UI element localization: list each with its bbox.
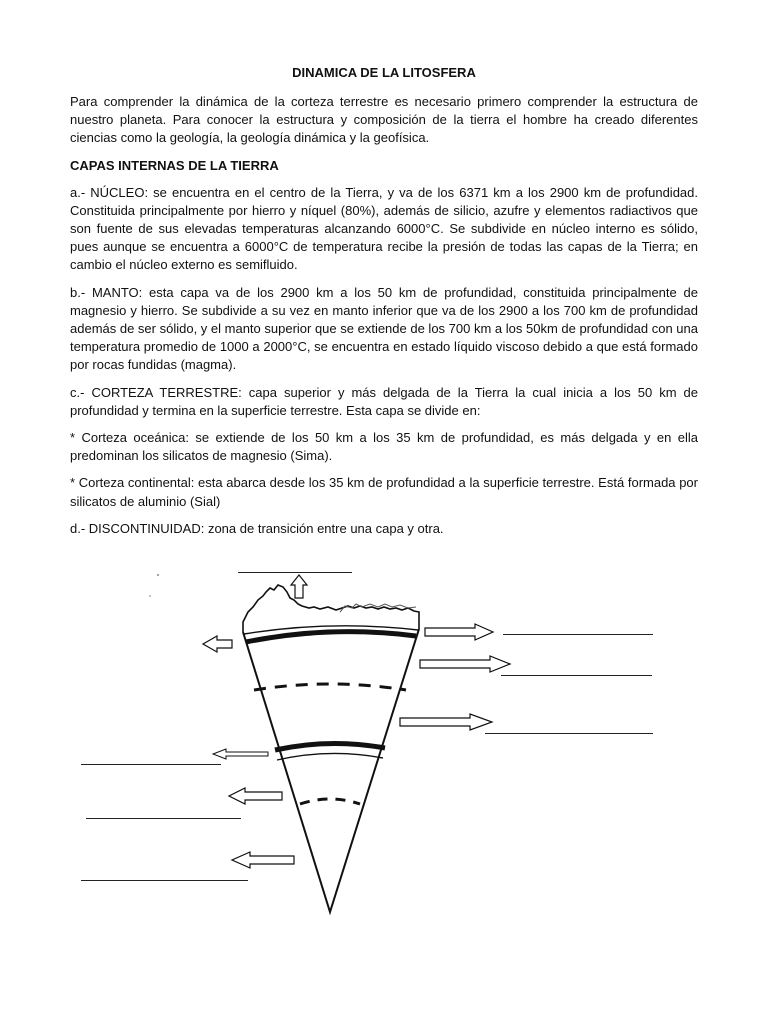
arrow-left-icon xyxy=(213,749,268,759)
document-page xyxy=(70,64,698,547)
moho-discontinuity xyxy=(246,632,416,642)
gutenberg-discontinuity xyxy=(275,743,385,750)
corteza-paragraph: c.- CORTEZA TERRESTRE: capa superior y más delgada de la Tierra la cual inicia a los 50 km de profundidad y termina en la superficie terrestre. Esta capa se divide en: xyxy=(70,384,698,418)
manto-paragraph: b.- MANTO: esta capa va de los 2900 km a los 50 km de profundidad, constituida principalmente de magnesio y hierro. Se subdivide a su vez en manto inferior que va de los 2900 a los 700 km de profundidad además de ser sólido, y el manto superior que se extiende de los 700 km a los 50km de profundidad con una temperatura promedio de 1000 a 2000°C, se encuentra en estado líquido viscoso debido a que está formado por rocas fundidas (magma). xyxy=(70,284,698,373)
answer-line-right-2[interactable] xyxy=(501,675,652,676)
answer-line-left-1[interactable] xyxy=(81,764,221,765)
document-title: DINAMICA DE LA LITOSFERA xyxy=(292,65,476,80)
answer-line-right-1[interactable] xyxy=(503,634,653,635)
arrow-left-icon xyxy=(229,788,282,804)
corteza-continental-paragraph: * Corteza continental: esta abarca desde los 35 km de profundidad a la superficie terrestre. Está formada por silicatos de aluminio (Sial) xyxy=(70,475,698,509)
upper-mantle-boundary xyxy=(254,684,406,690)
corteza-oceanica-paragraph: * Corteza oceánica: se extiende de los 50 km a los 35 km de profundidad, es más delgada y en ella predominan los silicatos de magnesio (Sima). xyxy=(70,430,698,464)
answer-line-top[interactable] xyxy=(238,572,352,573)
arrow-left-icon xyxy=(232,852,294,868)
arrow-right-icon xyxy=(420,656,510,672)
arrow-left-icon xyxy=(203,636,232,652)
inner-core-boundary xyxy=(300,799,360,804)
intro-paragraph: Para comprender la dinámica de la corteza terrestre es necesario primero comprender la estructura de nuestro planeta. Para conocer la estructura y composición de la tierra el hombre ha creado diferentes ciencias como la geología, la geología dinámica y la geofísica. xyxy=(70,94,698,146)
nucleo-paragraph: a.- NÚCLEO: se encuentra en el centro de la Tierra, y va de los 6371 km a los 2900 km de profundidad. Constituida principalmente por hierro y níquel (80%), además de silicio, azufre y elementos radiactivos que son fuente de sus elevadas temperaturas alcanzando 6000°C. Se subdivide en núcleo interno es sólido, pues aunque se encuentra a 6000°C de temperatura recibe la presión de todas las capas de la Tierra; en cambio el núcleo externo es semifluido. xyxy=(70,184,698,273)
outer-core-line xyxy=(277,753,383,760)
surface-relief xyxy=(243,585,419,632)
section-title: CAPAS INTERNAS DE LA TIERRA xyxy=(70,157,279,173)
answer-line-left-2[interactable] xyxy=(86,818,241,819)
earth-cone-outline xyxy=(243,629,419,912)
surface-detail xyxy=(340,604,416,612)
arrow-up-icon xyxy=(291,575,307,598)
arrow-right-icon xyxy=(425,624,493,640)
discontinuidad-paragraph: d.- DISCONTINUIDAD: zona de transición entre una capa y otra. xyxy=(70,520,444,536)
answer-line-left-3[interactable] xyxy=(81,880,248,881)
arrow-right-icon xyxy=(400,714,492,730)
answer-line-right-3[interactable] xyxy=(485,733,653,734)
earth-layers-diagram xyxy=(0,560,768,1024)
